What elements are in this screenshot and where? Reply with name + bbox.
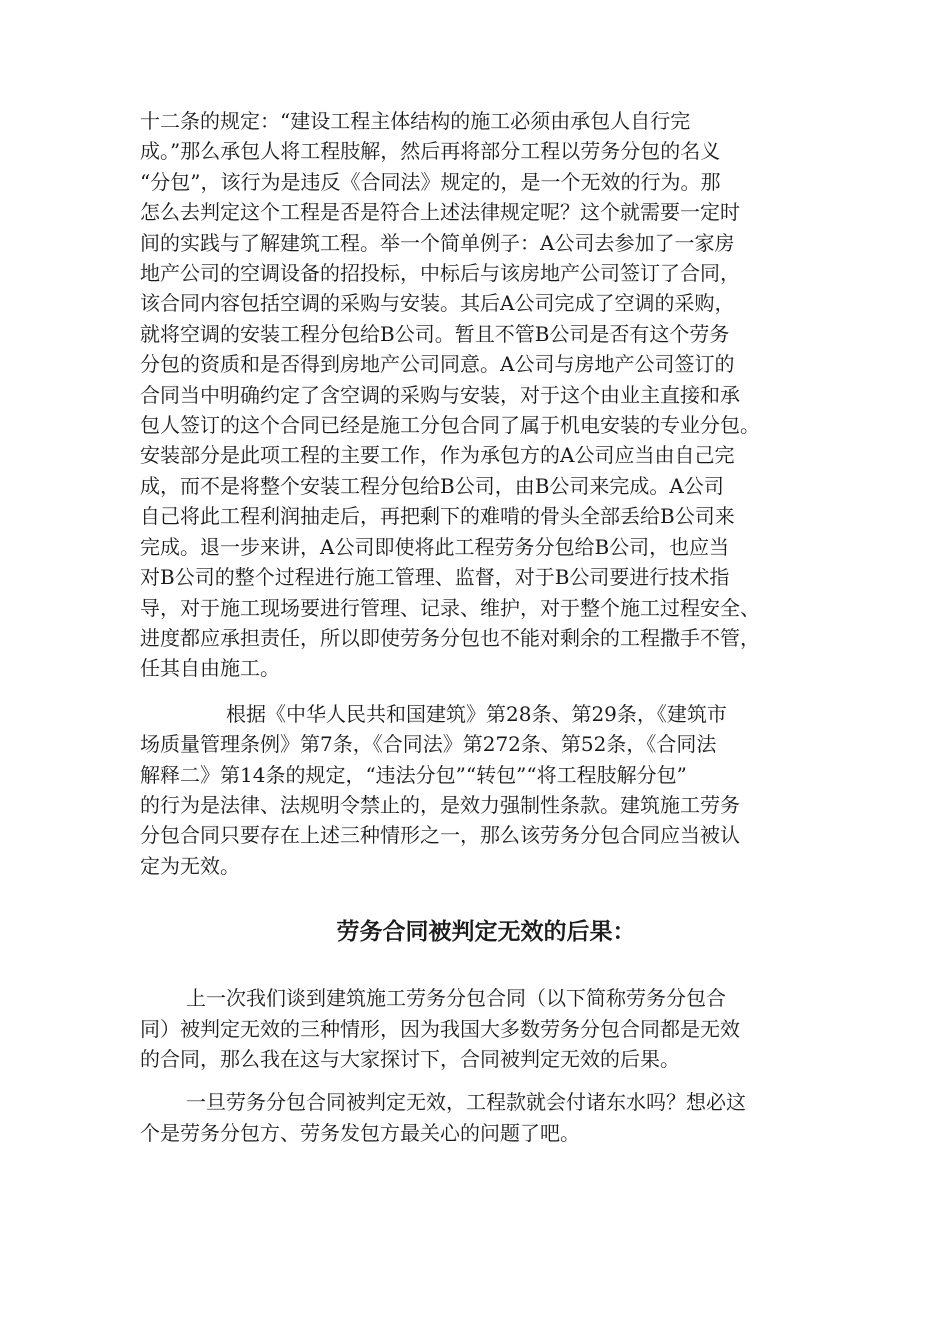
paragraph-legal-basis — [140, 699, 830, 881]
text-line: 场质量管理条例》第7条，《合同法》第272条、第52条，《合同法 — [140, 732, 717, 757]
text-line: “分包”，该行为是违反《合同法》规定的，是一个无效的行为。那 — [140, 169, 721, 194]
text-line: 包人签订的这个合同已经是施工分包合同了属于机电安装的专业分包。 — [140, 413, 760, 438]
text-line: 的行为是法律、法规明令禁止的，是效力强制性条款。建筑施工劳务 — [140, 792, 740, 817]
text-line: 地产公司的空调设备的招投标，中标后与该房地产公司签订了合同， — [140, 261, 740, 286]
text-line: 根据《中华人民共和国建筑》第28条、第29条，《建筑市 — [226, 701, 727, 726]
text-line: 该合同内容包括空调的采购与安装。其后A公司完成了空调的采购， — [140, 291, 735, 316]
text-line: 完成。退一步来讲，A公司即使将此工程劳务分包给B公司，也应当 — [140, 534, 730, 559]
text-line: 分包合同只要存在上述三种情形之一，那么该劳务分包合同应当被认 — [140, 823, 740, 848]
text-line: 进度都应承担责任，所以即使劳务分包也不能对剩余的工程撒手不管， — [140, 625, 760, 650]
text-line: 对B公司的整个过程进行施工管理、监督，对于B公司要进行技术指 — [140, 565, 730, 590]
text-line: 十二条的规定：“建设工程主体结构的施工必须由承包人自行完 — [140, 109, 691, 133]
text-line: 解释二》第14条的规定，“违法分包”“转包”“将工程肢解分包” — [140, 762, 687, 787]
text-line: 自己将此工程利润抽走后，再把剩下的难啃的骨头全部丢给B公司来 — [140, 504, 735, 529]
text-line: 的合同，那么我在这与大家探讨下，合同被判定无效的后果。 — [140, 1046, 680, 1071]
text-line: 任其自由施工。 — [140, 656, 280, 681]
section-heading: 劳务合同被判定无效的后果： — [336, 918, 636, 946]
text-line: 成。”那么承包人将工程肢解，然后再将部分工程以劳务分包的名义 — [140, 139, 721, 164]
text-line: 合同当中明确约定了含空调的采购与安装，对于这个由业主直接和承 — [140, 382, 740, 407]
text-line: 同）被判定无效的三种情形，因为我国大多数劳务分包合同都是无效 — [140, 1016, 740, 1041]
text-line: 上一次我们谈到建筑施工劳务分包合同（以下简称劳务分包合 — [186, 986, 726, 1011]
document-page — [140, 106, 830, 1148]
text-line: 就将空调的安装工程分包给B公司。暂且不管B公司是否有这个劳务 — [140, 321, 730, 346]
text-line: 间的实践与了解建筑工程。举一个简单例子：A公司去参加了一家房 — [140, 230, 735, 255]
text-line: 成，而不是将整个安装工程分包给B公司，由B公司来完成。A公司 — [140, 473, 724, 498]
paragraph-intro-consequences — [140, 983, 830, 1074]
text-line: 怎么去判定这个工程是否是符合上述法律规定呢？这个就需要一定时 — [140, 200, 740, 225]
text-line: 定为无效。 — [140, 853, 240, 878]
text-line: 个是劳务分包方、劳务发包方最关心的问题了吧。 — [140, 1120, 580, 1145]
paragraph-payment-question — [140, 1087, 830, 1148]
text-line: 安装部分是此项工程的主要工作，作为承包方的A公司应当由自己完 — [140, 443, 735, 468]
paragraph-subcontract-example — [140, 106, 830, 684]
text-line: 导，对于施工现场要进行管理、记录、维护，对于整个施工过程安全、 — [140, 595, 760, 620]
text-line: 分包的资质和是否得到房地产公司同意。A公司与房地产公司签订的 — [140, 352, 735, 377]
text-line: 一旦劳务分包合同被判定无效，工程款就会付诸东水吗？想必这 — [186, 1090, 746, 1115]
